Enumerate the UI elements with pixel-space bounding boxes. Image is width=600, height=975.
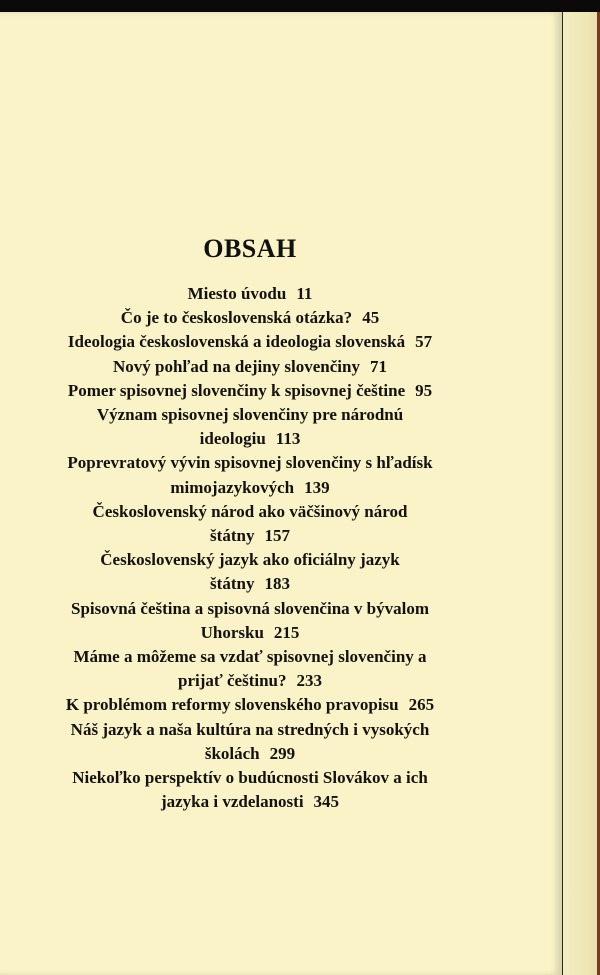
toc-entry-line xyxy=(20,572,480,596)
toc-entry-line xyxy=(20,766,480,790)
toc-entry-line xyxy=(20,742,480,766)
toc-entry-text: Nový pohľad na dejiny slovenčiny xyxy=(113,356,360,376)
toc-entry-text: jazyka i vzdelanosti xyxy=(160,792,304,812)
toc-entry-line xyxy=(20,476,480,500)
toc-entry-line xyxy=(20,693,480,717)
toc-page-number: 183 xyxy=(264,574,290,594)
toc-entry-text: Čo je to československá otázka? xyxy=(120,308,353,328)
toc-entry-text: Miesto úvodu xyxy=(187,284,287,303)
toc-entry-line xyxy=(20,451,480,475)
toc-entry-text: Československý národ ako väčšinový národ xyxy=(92,501,408,521)
toc-entry-text: prijať češtinu? xyxy=(178,671,287,691)
toc-entry-line xyxy=(20,427,480,451)
toc-entry-text: Ideologia československá a ideologia slovenská xyxy=(67,332,406,352)
toc-entry-line xyxy=(20,379,480,403)
toc-page-number: 113 xyxy=(275,429,301,449)
toc-entry-line xyxy=(20,790,480,814)
toc-page-number: 157 xyxy=(264,526,290,546)
toc-entry-text: Uhorsku xyxy=(200,622,264,642)
toc-entry-text: Spisovná čeština a spisovná slovenčina v bývalom xyxy=(70,598,429,618)
toc-entry-text: mimojazykových xyxy=(170,477,295,497)
toc-entry-text: štátny xyxy=(210,574,255,594)
toc-entry-text: školách xyxy=(204,743,260,763)
toc-page-number: 233 xyxy=(296,671,322,691)
toc-page-number: 265 xyxy=(408,695,435,715)
toc-entry-line xyxy=(20,403,480,427)
toc-entry-line xyxy=(20,645,480,669)
scan-top-border xyxy=(0,0,600,12)
toc-entry-line xyxy=(20,548,480,572)
toc-page-number: 45 xyxy=(362,308,380,328)
toc-page-number: 299 xyxy=(269,743,296,763)
toc-entry-text: Československý jazyk ako oficiálny jazyk xyxy=(100,550,400,570)
table-of-contents xyxy=(20,282,480,814)
toc-entry-text: Význam spisovnej slovenčiny pre národnú xyxy=(96,405,404,425)
toc-entry-line xyxy=(20,500,480,524)
toc-entry-line xyxy=(20,330,480,354)
toc-entry-text: Niekoľko perspektív o budúcnosti Slovákov a ich xyxy=(72,768,428,788)
toc-entry-text: štátny xyxy=(210,526,255,546)
toc-entry-text: Poprevratový vývin spisovnej slovenčiny s hľadísk xyxy=(67,453,433,473)
toc-page-number: 215 xyxy=(273,622,300,642)
page-title: OBSAH xyxy=(203,234,297,263)
toc-entry-text: Máme a môžeme sa vzdať spisovnej slovenčiny a xyxy=(73,647,427,667)
toc-entry-line xyxy=(20,306,480,330)
toc-entry-line xyxy=(20,282,480,306)
book-page xyxy=(0,12,562,975)
toc-entry-text: Náš jazyk a naša kultúra na stredných i vysokých xyxy=(70,719,430,739)
toc-entry-line xyxy=(20,718,480,742)
toc-page-number: 11 xyxy=(296,284,313,303)
toc-entry-text: Pomer spisovnej slovenčiny k spisovnej češtine xyxy=(67,380,406,400)
page-edge xyxy=(562,12,600,975)
toc-entry-line xyxy=(20,669,480,693)
toc-page-number: 71 xyxy=(369,356,387,376)
toc-entry-line xyxy=(20,355,480,379)
toc-entry-text: ideologiu xyxy=(199,429,266,449)
toc-page-number: 139 xyxy=(304,477,330,497)
toc-entry-text: K problémom reformy slovenského pravopisu xyxy=(65,695,399,715)
toc-page-number: 57 xyxy=(415,332,433,352)
toc-entry-line xyxy=(20,597,480,621)
toc-page-number: 345 xyxy=(313,792,340,812)
toc-entry-line xyxy=(20,524,480,548)
toc-entry-line xyxy=(20,621,480,645)
toc-page-number: 95 xyxy=(415,380,433,400)
